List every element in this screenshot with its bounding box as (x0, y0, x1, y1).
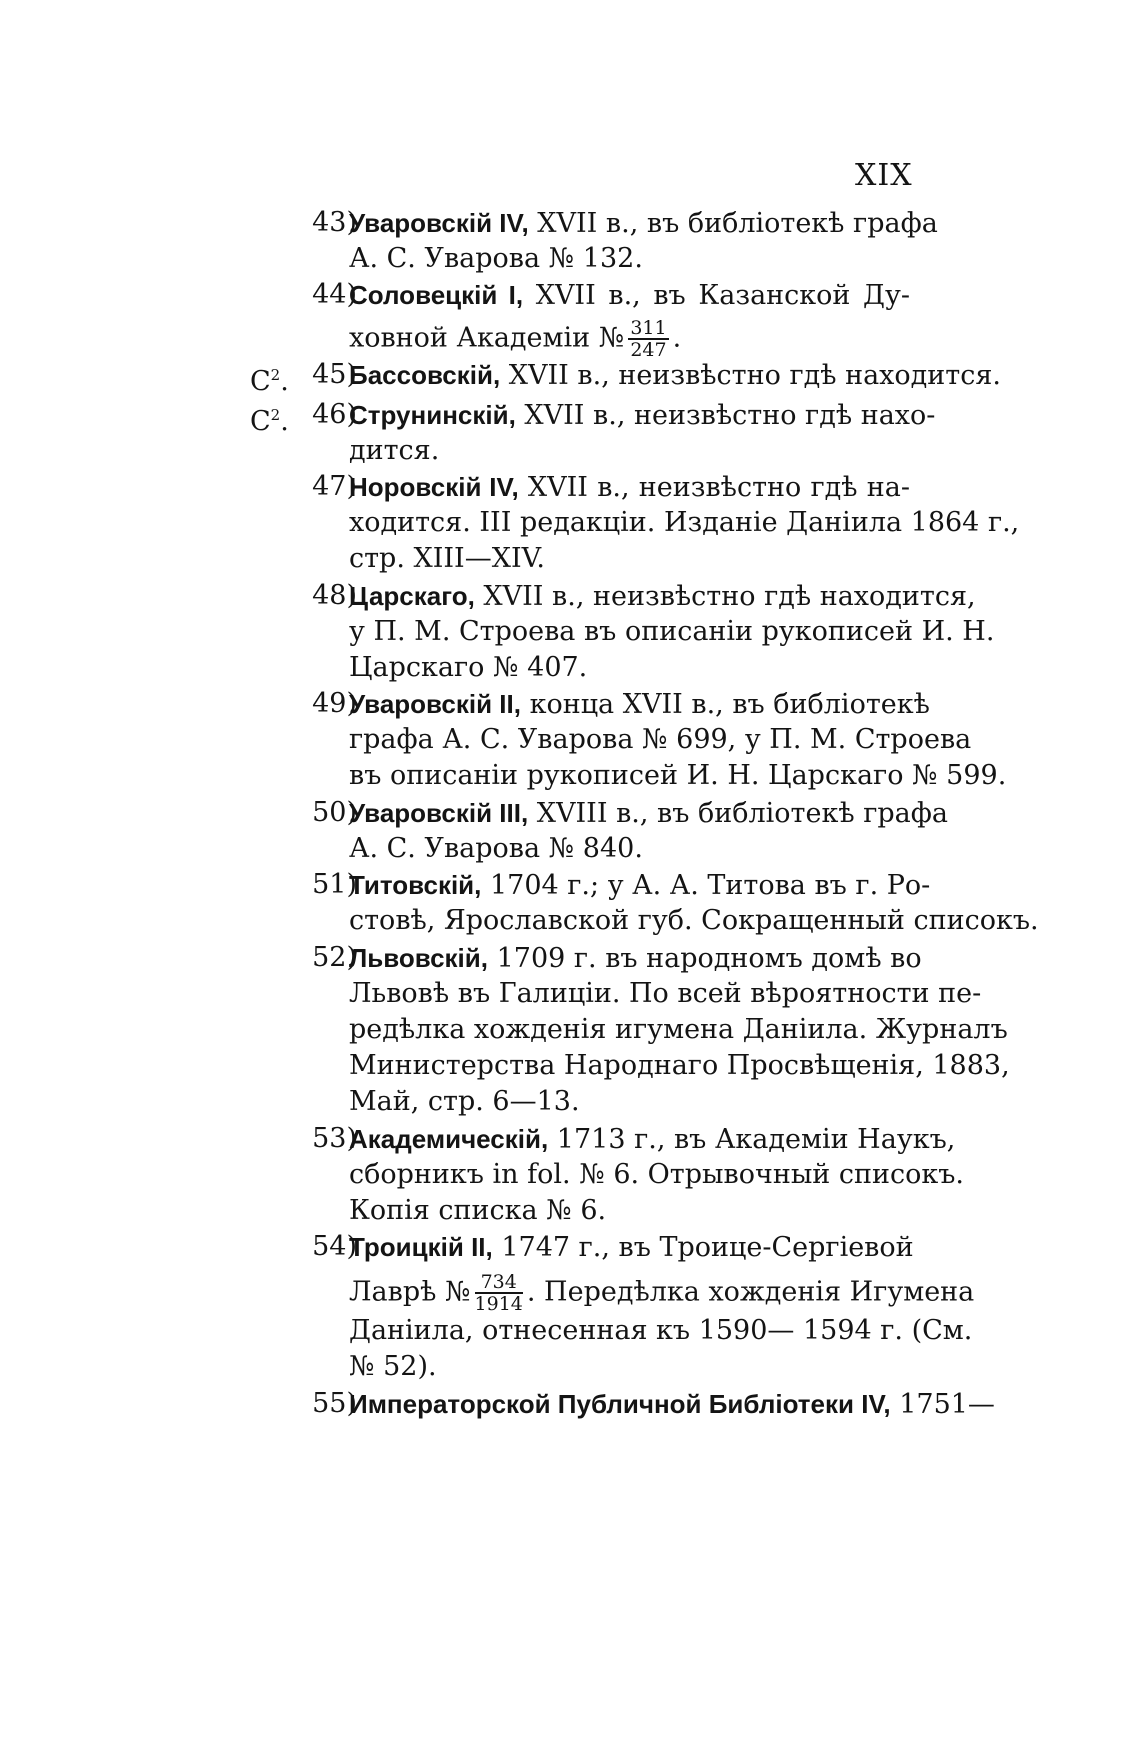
manuscript-name: Соловецкій I, (349, 280, 524, 310)
entry-number: 47) (312, 471, 357, 502)
entry-line-text: Май, стр. 6—13. (349, 1086, 580, 1117)
entry-line-text: редѣлка хожденія игумена Даніила. Журналъ (349, 1014, 1008, 1045)
margin-siglum: $С^2$. (250, 366, 289, 397)
entry-line-text: стр. XIII—XIV. (349, 543, 545, 574)
fraction-denominator: 1914 (474, 1293, 523, 1315)
entry-line-text: Царскаго № 407. (349, 652, 588, 683)
entry-line (0, 578, 1140, 614)
entry-text (349, 1012, 1008, 1048)
entry-line (0, 357, 1140, 397)
entry-text (349, 1349, 910, 1385)
margin-siglum-letter: С (250, 406, 271, 437)
manuscript-name: Императорской Публичной Библіотеки IV, (349, 1389, 891, 1419)
entry-line (0, 940, 1140, 976)
entry-text (349, 1271, 975, 1315)
entry-text (349, 505, 1020, 541)
entry-line (0, 758, 1140, 794)
manuscript-name: Троицкій II, (349, 1232, 493, 1262)
entry-number: 44) (312, 279, 357, 310)
entry-text (349, 1048, 1010, 1084)
entry-line (0, 1271, 1140, 1315)
entry-line (0, 397, 1140, 437)
entry-text (349, 903, 1039, 939)
entry-line-text: XVII в., неизвѣстно гдѣ на- (527, 472, 910, 503)
manuscript-name: Львовскій, (349, 943, 488, 973)
manuscript-name: Титовскій, (349, 870, 482, 900)
entry-line (0, 976, 1140, 1012)
entry-number: 49) (312, 688, 357, 719)
entry-line (0, 241, 1140, 277)
entry-text (349, 650, 910, 686)
entry-text (349, 976, 982, 1012)
entry-number: 54) (312, 1231, 357, 1262)
entry-line (0, 614, 1140, 650)
entry-line (0, 1121, 1140, 1157)
entry-line (0, 650, 1140, 686)
entry-line-text: Даніила, отнесенная къ 1590— 1594 г. (См. (349, 1315, 973, 1346)
entry-line-text: сборникъ in fol. № 6. Отрывочный списокъ. (349, 1159, 965, 1190)
fraction-trailing-text: . (672, 322, 682, 354)
entry-text (349, 578, 976, 615)
manuscript-name: Уваровскій IV, (349, 208, 529, 238)
page-number: XIX (855, 158, 913, 193)
entry-line (0, 795, 1140, 831)
entry-line-text: у П. М. Строева въ описаніи рукописей И. Н. (349, 616, 995, 647)
margin-siglum-superscript: 2 (270, 366, 281, 384)
entry-line-text: ховной Академіи № (349, 322, 625, 354)
entry-text (349, 241, 910, 277)
shelfmark-fraction (628, 318, 668, 360)
entry-line-text: Лаврѣ № (349, 1276, 471, 1308)
entry-line-text: 1709 г. въ народномъ домѣ во (496, 943, 922, 974)
entry-line (0, 722, 1140, 758)
manuscript-name: Царскаго, (349, 581, 475, 611)
entry-line (0, 831, 1140, 867)
entry-line (0, 1048, 1140, 1084)
entry-line (0, 1193, 1140, 1229)
entry-line-text: XVII в., неизвѣстно гдѣ находится. (508, 360, 1001, 391)
entry-number: 52) (312, 942, 357, 973)
entry-line (0, 686, 1140, 722)
manuscript-name: Уваровскій III, (349, 798, 529, 828)
entry-line (0, 317, 1140, 361)
entry-text (349, 758, 1007, 794)
entry-text (349, 686, 930, 723)
entry-line-text: Копія списка № 6. (349, 1195, 607, 1226)
entry-text (349, 1157, 965, 1193)
entry-text (349, 205, 938, 242)
fraction-trailing-text: . Передѣлка хожденія Игумена (526, 1276, 975, 1308)
entry-line (0, 1229, 1140, 1265)
shelfmark-fraction (475, 1272, 523, 1314)
entry-line (0, 469, 1140, 505)
fraction-numerator: 734 (475, 1272, 523, 1294)
entry-number: 45) (312, 359, 357, 390)
entry-line-text: конца XVII в., въ библіотекѣ (529, 689, 930, 720)
entry-text (349, 831, 910, 867)
margin-siglum: $С^2$. (250, 406, 289, 437)
entry-line-text: Министерства Народнаго Просвѣщенія, 1883, (349, 1050, 1010, 1081)
entry-text (349, 469, 910, 506)
entry-line-text: А. С. Уварова № 132. (349, 243, 643, 274)
entry-line-text: 1704 г.; у А. А. Титова въ г. Ро- (489, 870, 931, 901)
entry-text (349, 397, 936, 434)
entry-line (0, 505, 1140, 541)
entry-number: 46) (312, 399, 357, 430)
entry-line-text: дится. (349, 435, 440, 466)
manuscript-name: Струнинскій, (349, 400, 516, 430)
entry-line-text: XVII в., неизвѣстно гдѣ находится, (483, 581, 976, 612)
entry-text (349, 614, 995, 650)
entry-text (349, 541, 910, 577)
entry-text (349, 1313, 973, 1349)
entry-number: 43) (312, 207, 357, 238)
entry-line-text: 1713 г., въ Академіи Наукъ, (556, 1124, 956, 1155)
manuscript-name: Академическій, (349, 1124, 549, 1154)
entry-number: 53) (312, 1123, 357, 1154)
entry-line (0, 1313, 1140, 1349)
entry-number: 50) (312, 797, 357, 828)
entry-text (349, 1229, 914, 1266)
entry-line (0, 1084, 1140, 1120)
entry-number: 55) (312, 1388, 357, 1419)
entry-text (349, 940, 922, 977)
entry-line-text: стовѣ, Ярославской губ. Сокращенный списокъ. (349, 905, 1039, 936)
entry-line-text: № 52). (349, 1351, 437, 1382)
fraction-numerator: 311 (630, 317, 667, 339)
margin-siglum-letter: С (250, 366, 271, 397)
entry-line-text: XVII в., въ Казанской Ду- (535, 280, 910, 311)
entry-line-text: графа А. С. Уварова № 699, у П. М. Строева (349, 724, 972, 755)
entry-line-text: 1751— (899, 1389, 995, 1420)
manuscript-name: Норовскій IV, (349, 472, 519, 502)
entry-text (349, 433, 910, 469)
entry-line-text: А. С. Уварова № 840. (349, 833, 643, 864)
entry-text (349, 722, 972, 758)
entry-line-text: въ описаніи рукописей И. Н. Царскаго № 599. (349, 760, 1007, 791)
manuscript-name: Уваровскій II, (349, 689, 521, 719)
entry-line-text: XVIII в., въ библіотекѣ графа (536, 798, 948, 829)
entry-number: 48) (312, 580, 357, 611)
entry-text (349, 1386, 995, 1423)
entry-line (0, 1157, 1140, 1193)
entry-line (0, 205, 1140, 241)
entry-line-text: XVII в., въ библіотекѣ графа (537, 208, 938, 239)
entry-line-text: Львовѣ въ Галиціи. По всей вѣроятности пе- (349, 978, 982, 1009)
entry-line (0, 433, 1140, 469)
manuscript-name: Бассовскій, (349, 360, 501, 390)
entry-line (0, 1386, 1140, 1422)
entry-line (0, 277, 1140, 313)
entry-line (0, 867, 1140, 903)
entry-text (349, 1084, 910, 1120)
entry-text (349, 1121, 956, 1158)
fraction-denominator: 247 (630, 339, 667, 361)
entry-text (349, 318, 910, 360)
entry-line (0, 903, 1140, 939)
entry-line-text: XVII в., неизвѣстно гдѣ нахо- (524, 400, 936, 431)
entry-text (349, 1193, 910, 1229)
entry-text (349, 357, 1001, 394)
entry-text (349, 795, 948, 832)
entry-line-text: 1747 г., въ Троице-Сергіевой (501, 1232, 914, 1263)
entry-text (349, 867, 931, 904)
entry-number: 51) (312, 869, 357, 900)
entry-line-text: ходится. III редакціи. Изданіе Даніила 1864 г., (349, 507, 1020, 538)
entry-line (0, 1349, 1140, 1385)
entry-text (349, 277, 910, 314)
margin-siglum-superscript: 2 (270, 406, 281, 424)
entry-line (0, 1012, 1140, 1048)
entry-line (0, 541, 1140, 577)
